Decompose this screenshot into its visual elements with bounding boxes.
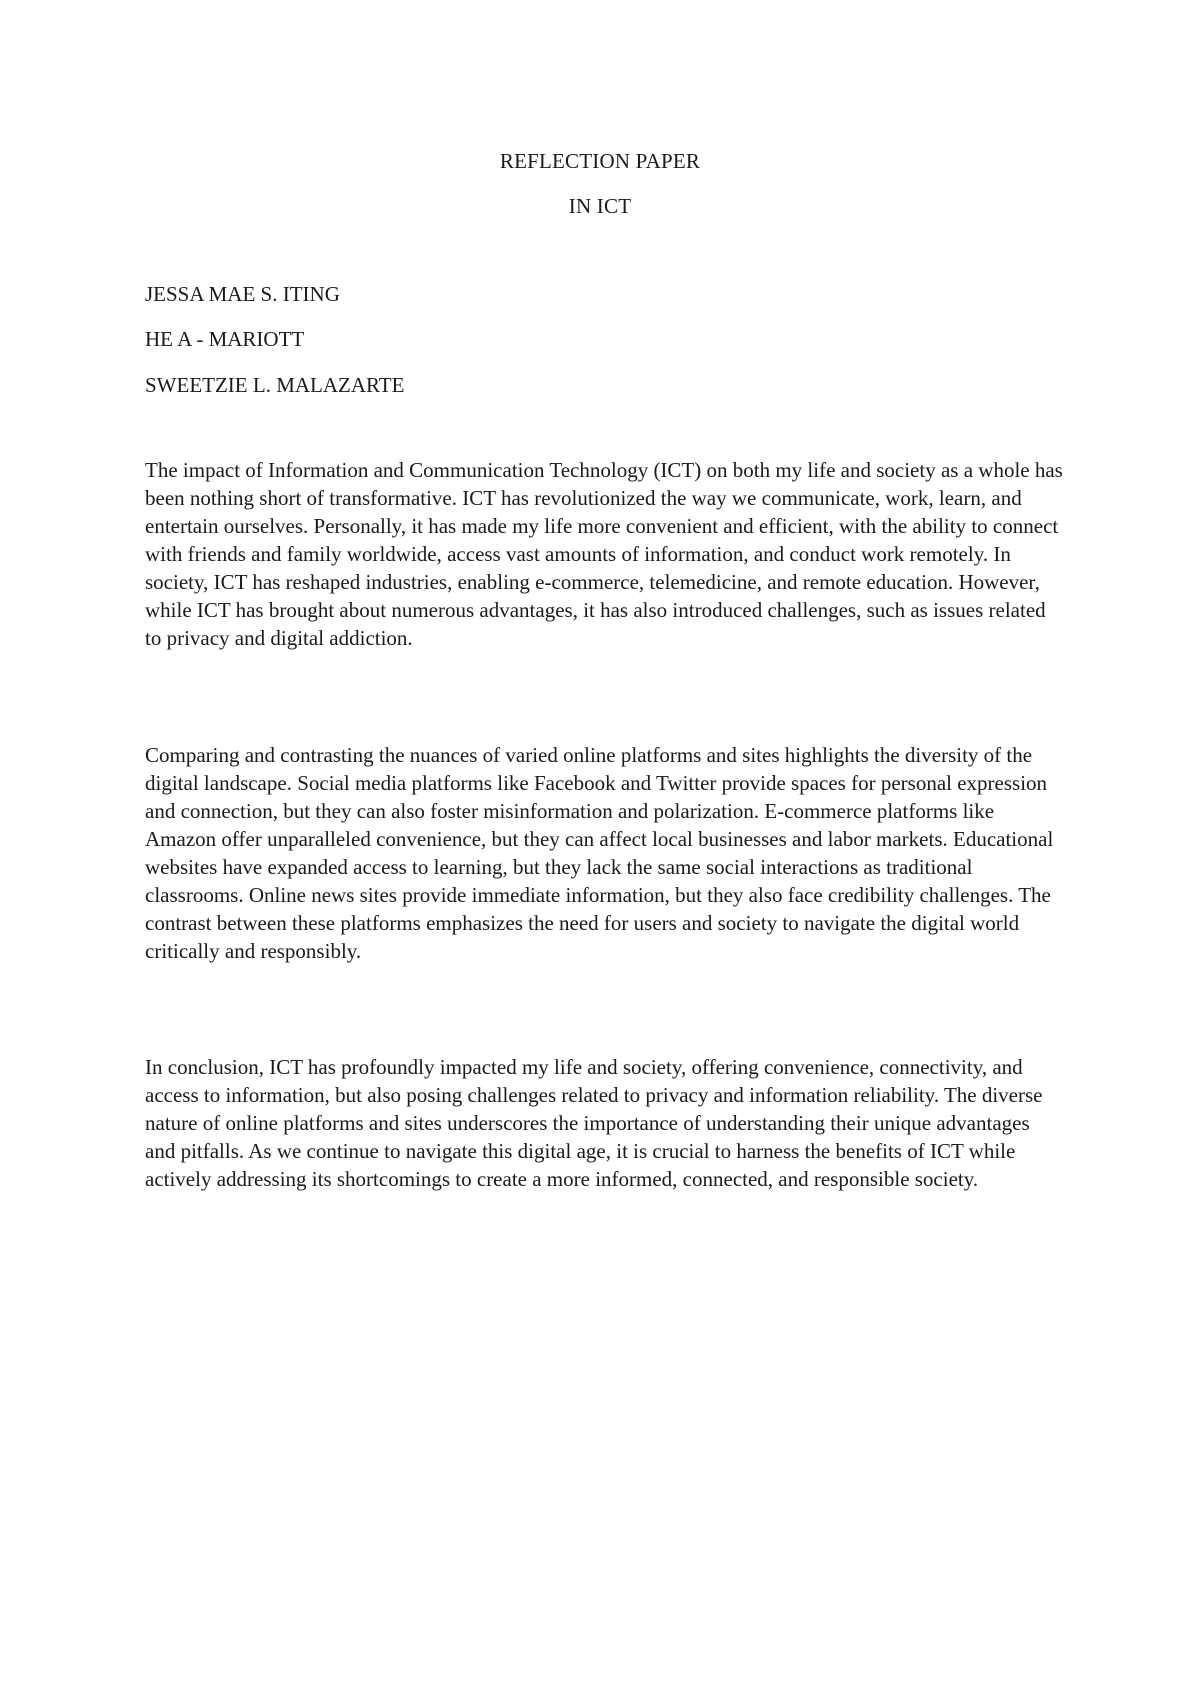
document-subtitle: IN ICT [568,194,632,218]
author-name: JESSA MAE S. ITING [145,282,340,306]
body-paragraph: Comparing and contrasting the nuances of varied online platforms and sites highlights the diversity of the digital landscape. Social media platforms like Facebook and Twitter provide spaces for personal expression and connection, but they can also foster misinformation and polarization. E-commerce platforms like Amazon offer unparalleled convenience, but they can affect local businesses and labor markets. Educational websites have expanded access to learning, but they lack the same social interactions as traditional classrooms. Online news sites provide immediate information, but they also face credibility challenges. The contrast between these platforms emphasizes the need for users and society to navigate the digital world critically and responsibly. [145,743,1054,963]
author-name: SWEETZIE L. MALAZARTE [145,373,405,397]
body-paragraph: The impact of Information and Communication Technology (ICT) on both my life and society as a whole has been nothing short of transformative. ICT has revolutionized the way we communicate, work, learn, and entertain ourselves. Personally, it has made my life more convenient and efficient, with the ability to connect with friends and family worldwide, access vast amounts of information, and conduct work remotely. In society, ICT has reshaped industries, enabling e-commerce, telemedicine, and remote education. However, while ICT has brought about numerous advantages, it has also introduced challenges, such as issues related to privacy and digital addiction. [145,458,1063,650]
author-name: HE A - MARIOTT [145,327,305,351]
document-title: REFLECTION PAPER [499,149,701,173]
body-paragraph: In conclusion, ICT has profoundly impacted my life and society, offering convenience, connectivity, and access to information, but also posing challenges related to privacy and information reliability. The diverse nature of online platforms and sites underscores the importance of understanding their unique advantages and pitfalls. As we continue to navigate this digital age, it is crucial to harness the benefits of ICT while actively addressing its shortcomings to create a more informed, connected, and responsible society. [145,1055,1043,1191]
